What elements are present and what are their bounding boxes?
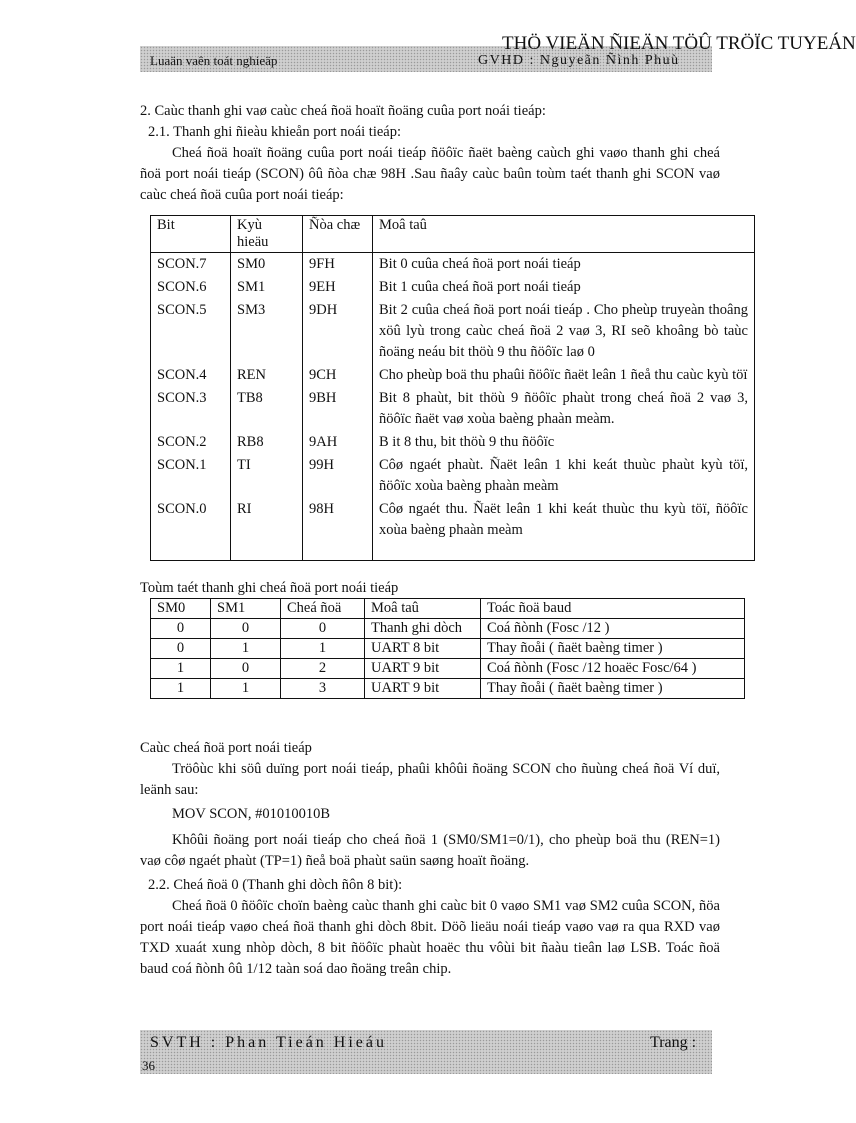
scon-register-table <box>150 215 755 561</box>
subsection-heading: 2.1. Thanh ghi ñieàu khieån port noái tieáp: <box>148 124 402 140</box>
table-cell: UART 8 bit <box>365 639 481 659</box>
table-cell: 3 <box>281 679 365 699</box>
table-cell: TB8 <box>231 387 303 431</box>
table-row <box>151 498 755 542</box>
table-cell: Côø ngaét phaùt. Ñaët leân 1 khi keát thuùc phaùt kyù töï, ñöôïc xoùa baèng phaàn meàm <box>379 457 748 494</box>
table-cell: SCON.7 <box>151 253 231 277</box>
table-cell: 9CH <box>303 364 373 387</box>
table-row <box>151 639 745 659</box>
column-header-mode: Cheá ñoä <box>281 599 365 619</box>
table-cell: SCON.2 <box>151 431 231 454</box>
code-example: MOV SCON, #01010010B <box>172 806 331 822</box>
page-number: 36 <box>142 1058 155 1073</box>
student-label: SVTH : Phan Tieán Hieáu <box>150 1034 387 1051</box>
table-cell: 0 <box>211 659 281 679</box>
table-row <box>151 276 755 299</box>
table-cell: RB8 <box>231 431 303 454</box>
table-cell: 1 <box>211 679 281 699</box>
column-header-baud-rate: Toác ñoä baud <box>481 599 745 619</box>
table-cell: 1 <box>211 639 281 659</box>
table-row <box>151 431 755 454</box>
advisor-label: GVHD : Nguyeãn Ñình Phuù <box>478 53 680 68</box>
modes-intro-paragraph: Tröôùc khi söû duïng port noái tieáp, phaûi khôûi ñoäng SCON cho ñuùng cheá ñoä Ví duï, leänh sau: <box>140 761 720 798</box>
table-cell: Thanh ghi dòch <box>365 619 481 639</box>
table-cell: SCON.6 <box>151 276 231 299</box>
table-cell: UART 9 bit <box>365 659 481 679</box>
page-label: Trang : <box>650 1034 697 1051</box>
table-cell: 9DH <box>303 299 373 364</box>
intro-paragraph: Cheá ñoä hoaït ñoäng cuûa port noái tieáp ñöôïc ñaët baèng caùch ghi vaøo thanh ghi cheá ñoä port noái tieáp (SCON) ôû ñòa chæ 98H .Sau ñaây caùc baûn toùm taét thanh ghi SCON vaø caùc cheá ñoä cuûa port noái tieáp: <box>140 145 720 203</box>
subsection-heading-mode0: 2.2. Cheá ñoä 0 (Thanh ghi dòch ñôn 8 bit): <box>148 877 403 893</box>
table-cell: SM3 <box>231 299 303 364</box>
column-header-symbol: Kyù hieäu <box>231 216 303 253</box>
table-cell: 0 <box>281 619 365 639</box>
table-cell: Coá ñònh (Fosc /12 hoaëc Fosc/64 ) <box>481 659 745 679</box>
table-cell: 0 <box>151 619 211 639</box>
serial-mode-table <box>150 598 745 699</box>
table-row <box>151 253 755 277</box>
thesis-label: Luaän vaên toát nghieäp <box>150 53 278 68</box>
mode0-paragraph: Cheá ñoä 0 ñöôïc choïn baèng caùc thanh ghi caùc bit 0 vaøo SM1 vaø SM2 cuûa SCON, ñöa port noái tieáp vaøo cheá ñoä thanh ghi dòch 8bit. Döõ lieäu noái tieáp vaøo vaø ra qua RXD vaø TXD xuaát xung nhòp dòch, 8 bit ñöôïc phaùt hoaëc thu vôùi bit ñaàu tieân laø LSB. Toác ñoä baud coá ñònh ôû 1/12 taàn soá dao ñoäng treân chip. <box>140 898 720 977</box>
table-cell: 0 <box>211 619 281 639</box>
table-cell: 1 <box>281 639 365 659</box>
code-description: Khôûi ñoäng port noái tieáp cho cheá ñoä 1 (SM0/SM1=0/1), cho pheùp boä thu (REN=1) vaø côø ngaét phaùt (TP=1) ñeå boä phaùt saün saøng hoaït ñoäng. <box>140 832 720 869</box>
table-cell: Bit 2 cuûa cheá ñoä port noái tieáp . Cho pheùp truyeàn thoâng xöû lyù trong caùc cheá ñoä 2 vaø 3, RI seõ khoâng bò taùc ñoäng neáu bit thöù 9 thu ñöôïc laø 0 <box>379 302 748 360</box>
watermark-title: THÖ VIEÄN ÑIEÄN TÖÛ TRÖÏC TUYEÁN <box>502 33 856 54</box>
table-cell: Bit 8 phaùt, bit thöù 9 ñöôïc phaùt trong cheá ñoä 2 vaø 3, ñöôïc ñaët vaø xoùa baèng phaàn meàm. <box>379 390 748 427</box>
table-cell: Thay ñoåi ( ñaët baèng timer ) <box>481 639 745 659</box>
table-cell: TI <box>231 454 303 498</box>
table-cell: SCON.0 <box>151 498 231 542</box>
table-header-row <box>151 216 755 253</box>
table-cell: Cho pheùp boä thu phaûi ñöôïc ñaët leân 1 ñeå thu caùc kyù töï <box>379 367 748 383</box>
column-header-description: Moâ taû <box>365 599 481 619</box>
table-cell: 0 <box>151 639 211 659</box>
table-cell: Côø ngaét thu. Ñaët leân 1 khi keát thuùc thu kyù töï, ñöôïc xoùa baèng phaàn meàm <box>379 501 748 538</box>
table-row <box>151 619 745 639</box>
table-cell: 9EH <box>303 276 373 299</box>
table-row <box>151 454 755 498</box>
table-cell: REN <box>231 364 303 387</box>
table-cell: SCON.3 <box>151 387 231 431</box>
table-cell: Thay ñoåi ( ñaët baèng timer ) <box>481 679 745 699</box>
table-cell: SCON.4 <box>151 364 231 387</box>
table-header-row <box>151 599 745 619</box>
column-header-sm1: SM1 <box>211 599 281 619</box>
column-header-address: Ñòa chæ <box>303 216 373 253</box>
table-cell: SM0 <box>231 253 303 277</box>
table-row <box>151 299 755 364</box>
table-cell: Bit 0 cuûa cheá ñoä port noái tieáp <box>379 256 581 272</box>
table-cell: RI <box>231 498 303 542</box>
modes-heading: Caùc cheá ñoä port noái tieáp <box>140 740 312 756</box>
table-cell: 9FH <box>303 253 373 277</box>
table-row <box>151 364 755 387</box>
table-cell: SCON.1 <box>151 454 231 498</box>
table-cell: SM1 <box>231 276 303 299</box>
table-cell: UART 9 bit <box>365 679 481 699</box>
table-row <box>151 387 755 431</box>
table-row <box>151 659 745 679</box>
table-cell: 2 <box>281 659 365 679</box>
table-cell: 99H <box>303 454 373 498</box>
table-row <box>151 679 745 699</box>
column-header-bit: Bit <box>151 216 231 253</box>
table-cell: 98H <box>303 498 373 542</box>
table-filler-row <box>151 542 755 561</box>
table-cell: 9AH <box>303 431 373 454</box>
table-cell: 9BH <box>303 387 373 431</box>
table-cell: 1 <box>151 659 211 679</box>
table-cell: SCON.5 <box>151 299 231 364</box>
table-cell: Coá ñònh (Fosc /12 ) <box>481 619 745 639</box>
table-cell: Bit 1 cuûa cheá ñoä port noái tieáp <box>379 279 581 295</box>
column-header-sm0: SM0 <box>151 599 211 619</box>
column-header-description: Moâ taû <box>373 216 755 253</box>
mode-table-title: Toùm taét thanh ghi cheá ñoä port noái tieáp <box>140 580 399 596</box>
table-cell: B it 8 thu, bit thöù 9 thu ñöôïc <box>379 434 555 450</box>
section-heading: 2. Caùc thanh ghi vaø caùc cheá ñoä hoaït ñoäng cuûa port noái tieáp: <box>140 103 546 119</box>
table-cell: 1 <box>151 679 211 699</box>
